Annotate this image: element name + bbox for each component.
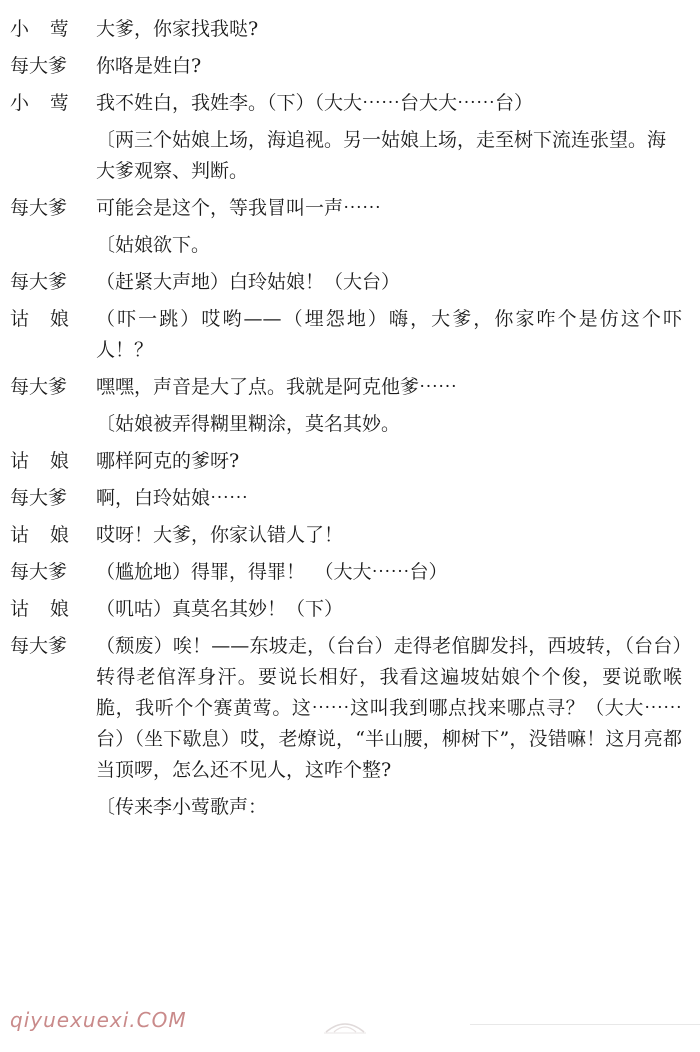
dialogue-text: （赶紧大声地）白玲姑娘！（大台） [96,271,401,293]
dialogue-text: （叽咕）真莫名其妙！（下） [96,598,344,620]
speaker-name: 每大爹 [10,197,68,219]
script-page [0,14,700,829]
dialogue-line [0,193,700,224]
dialogue-line [0,88,700,119]
dialogue-text: 哎呀！大爹，你家认错人了！ [96,524,344,546]
speaker-name: 每大爹 [10,376,68,398]
stage-direction: 〔两三个姑娘上场，海追视。另一姑娘上场，走至树下流连张望。海大爹观察、判断。 [96,129,667,182]
dialogue-text: 大爹，你家找我哒? [96,18,259,40]
dialogue-line [0,631,700,786]
speaker-name: 诂娘 [10,308,90,330]
footer-divider [470,1024,700,1025]
dialogue-text: 我不姓白，我姓李。（下）（大大⋯⋯台大大⋯⋯台） [96,92,534,114]
dialogue-text: 啊，白玲姑娘⋯⋯ [96,487,249,509]
speaker-name: 每大爹 [10,487,68,509]
dialogue-line [0,557,700,588]
stage-direction: 〔传来李小莺歌声： [96,796,268,818]
dialogue-text: （颓废）唉！——东坡走，（台台）走得老倌脚发抖，西坡转，（台台）转得老倌浑身汗。要说长相好，我看这遍坡姑娘个个俊，要说歌喉脆，我听个个赛黄莺。这⋯⋯这叫我到哪点找来哪点寻？（大大⋯⋯台）（坐下歇息）哎，老燎说，“半山腰，柳树下”，没错嘛！这月亮都当顶啰，怎么还不见人，这咋个整? [96,635,682,781]
dialogue-line [0,51,700,82]
speaker-name: 诂娘 [10,524,90,546]
dialogue-text: 你咯是姓白? [96,55,202,77]
speaker-name: 诂娘 [10,450,90,472]
speaker-name: 每大爹 [10,55,68,77]
dialogue-line [0,267,700,298]
speaker-name: 小莺 [10,18,90,40]
dialogue-line [0,372,700,403]
dialogue-line [0,304,700,366]
speaker-name: 每大爹 [10,635,68,657]
speaker-name: 小莺 [10,92,90,114]
stage-direction: 〔姑娘欲下。 [96,234,211,256]
site-watermark: qiyuexuexi.COM [10,1008,187,1032]
stage-direction: 〔姑娘被弄得糊里糊涂，莫名其妙。 [96,413,401,435]
dialogue-text: （尴尬地）得罪，得罪！ （大大⋯⋯台） [96,561,448,583]
dialogue-text: （吓一跳）哎哟——（埋怨地）嗨，大爹，你家咋个是仿这个吓人！？ [96,308,682,361]
speaker-name: 每大爹 [10,271,68,293]
dialogue-line [0,594,700,625]
speaker-name: 每大爹 [10,561,68,583]
dialogue-line [0,14,700,45]
dialogue-text: 可能会是这个，等我冒叫一声⋯⋯ [96,197,382,219]
logo-ornament-icon [322,1016,368,1036]
dialogue-line [0,446,700,477]
dialogue-line [0,483,700,514]
dialogue-line [0,520,700,551]
dialogue-text: 哪样阿克的爹呀? [96,450,240,472]
speaker-name: 诂娘 [10,598,90,620]
dialogue-text: 嘿嘿，声音是大了点。我就是阿克他爹⋯⋯ [96,376,458,398]
